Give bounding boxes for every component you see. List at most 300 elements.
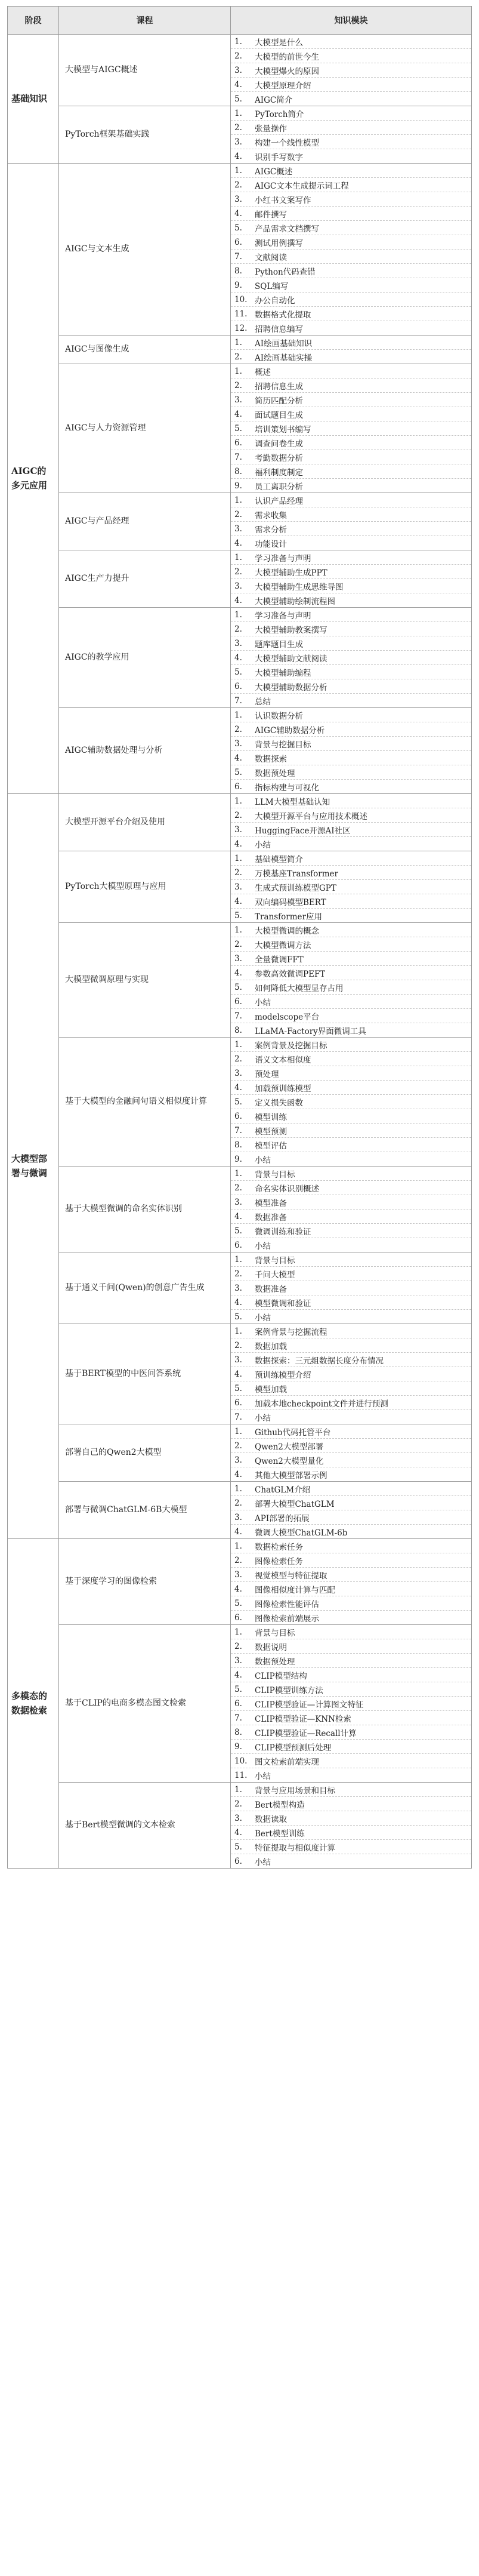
module-cell — [231, 1252, 472, 1324]
module-item — [231, 493, 471, 507]
course-name: 基于BERT模型的中医问答系统 — [59, 1324, 231, 1424]
module-number: 3. — [234, 581, 242, 591]
module-item — [231, 636, 471, 651]
module-number: 9. — [234, 1154, 242, 1164]
module-item — [231, 1682, 471, 1697]
module-text: 学习准备与声明 — [255, 611, 311, 621]
course-row — [8, 708, 472, 794]
course-name: 大模型微调原理与实现 — [59, 923, 231, 1038]
module-text: 模型评估 — [255, 1141, 287, 1151]
module-text: 总结 — [255, 697, 271, 707]
module-text: 大模型辅助数据分析 — [255, 682, 327, 693]
module-item — [231, 1482, 471, 1496]
module-number: 7. — [234, 695, 242, 706]
module-text: 模型加载 — [255, 1384, 287, 1395]
module-item — [231, 407, 471, 421]
module-item — [231, 1124, 471, 1138]
module-item — [231, 1410, 471, 1424]
module-text: 构建一个线性模型 — [255, 138, 319, 148]
module-number: 1. — [234, 710, 242, 720]
module-text: 加载预训练模型 — [255, 1084, 311, 1094]
module-number: 4. — [234, 1082, 242, 1092]
module-item — [231, 92, 471, 106]
module-text: 小结 — [255, 1413, 271, 1423]
module-item — [231, 894, 471, 909]
module-item — [231, 708, 471, 722]
module-number: 5. — [234, 1842, 242, 1852]
module-text: 大模型辅助生成PPT — [255, 568, 327, 578]
module-number: 5. — [234, 1383, 242, 1393]
module-number: 3. — [234, 524, 242, 534]
module-list — [231, 923, 471, 1037]
module-item — [231, 1023, 471, 1037]
course-name: PyTorch框架基础实践 — [59, 106, 231, 164]
module-cell — [231, 493, 472, 550]
module-text: 图像检索前端展示 — [255, 1614, 319, 1624]
module-number: 3. — [234, 1655, 242, 1666]
module-item — [231, 293, 471, 307]
module-cell — [231, 164, 472, 336]
module-item — [231, 235, 471, 250]
module-text: 数据准备 — [255, 1212, 287, 1223]
module-item — [231, 78, 471, 92]
module-item — [231, 923, 471, 937]
module-item — [231, 35, 471, 49]
module-text: 万模基座Transformer — [255, 869, 338, 879]
course-row — [8, 608, 472, 708]
module-cell — [231, 550, 472, 608]
course-row — [8, 1252, 472, 1324]
module-number: 4. — [234, 653, 242, 663]
module-number: 4. — [234, 1584, 242, 1594]
module-number: 5. — [234, 423, 242, 433]
module-number: 10. — [234, 294, 248, 304]
module-number: 8. — [234, 466, 242, 476]
module-text: 微调训练和验证 — [255, 1227, 311, 1237]
module-item — [231, 751, 471, 765]
module-text: 数据加载 — [255, 1341, 287, 1352]
module-list — [231, 608, 471, 707]
module-item — [231, 1582, 471, 1596]
module-item — [231, 1811, 471, 1826]
module-text: 数据预处理 — [255, 1657, 295, 1667]
module-number: 3. — [234, 638, 242, 648]
module-text: 需求收集 — [255, 510, 287, 521]
module-number: 6. — [234, 996, 242, 1007]
module-text: 大模型原理介绍 — [255, 81, 311, 91]
module-text: 命名实体识别概述 — [255, 1184, 319, 1194]
module-text: 福利制度制定 — [255, 467, 303, 478]
module-item — [231, 1453, 471, 1467]
module-text: 加载本地checkpoint文件并进行预测 — [255, 1399, 388, 1409]
module-item — [231, 737, 471, 751]
module-text: 产品需求文档撰写 — [255, 224, 319, 234]
module-text: AIGC文本生成提示词工程 — [255, 181, 349, 191]
course-name: AIGC的教学应用 — [59, 608, 231, 708]
module-item — [231, 1596, 471, 1611]
module-item — [231, 1668, 471, 1682]
course-name: AIGC生产力提升 — [59, 550, 231, 608]
course-name: 基于CLIP的电商多模态图文检索 — [59, 1625, 231, 1783]
module-number: 1. — [234, 552, 242, 562]
module-list — [231, 1625, 471, 1782]
module-list — [231, 1783, 471, 1868]
module-text: 大模型是什么 — [255, 38, 303, 48]
module-item — [231, 421, 471, 436]
module-number: 2. — [234, 1183, 242, 1193]
module-cell — [231, 336, 472, 364]
module-number: 4. — [234, 1369, 242, 1379]
course-name: 基于通义千问(Qwen)的创意广告生成 — [59, 1252, 231, 1324]
module-item — [231, 1539, 471, 1553]
module-text: Transformer应用 — [255, 912, 322, 922]
module-number: 2. — [234, 1054, 242, 1064]
course-row — [8, 164, 472, 336]
module-item — [231, 1783, 471, 1797]
module-item — [231, 1568, 471, 1582]
module-number: 1. — [234, 1039, 242, 1050]
module-list — [231, 35, 471, 106]
module-number: 11. — [234, 1770, 248, 1780]
course-row — [8, 336, 472, 364]
module-number: 2. — [234, 867, 242, 878]
module-number: 3. — [234, 1355, 242, 1365]
course-row — [8, 364, 472, 493]
module-text: Qwen2大模型部署 — [255, 1442, 324, 1452]
module-item — [231, 651, 471, 665]
module-number: 6. — [234, 681, 242, 691]
module-number: 1. — [234, 925, 242, 935]
module-number: 2. — [234, 810, 242, 820]
module-item — [231, 364, 471, 378]
module-list — [231, 493, 471, 550]
module-number: 3. — [234, 1068, 242, 1078]
module-number: 3. — [234, 137, 242, 147]
module-number: 3. — [234, 824, 242, 835]
module-number: 7. — [234, 452, 242, 462]
course-name: 基于大模型的金融问句语义相似度计算 — [59, 1038, 231, 1167]
module-item — [231, 1854, 471, 1868]
module-text: CLIP模型预测后处理 — [255, 1743, 332, 1753]
module-text: 大模型辅助绘制流程图 — [255, 596, 335, 607]
module-cell — [231, 851, 472, 923]
module-item — [231, 1740, 471, 1754]
course-row — [8, 1625, 472, 1783]
course-name: 部署与微调ChatGLM-6B大模型 — [59, 1482, 231, 1539]
module-number: 2. — [234, 1340, 242, 1350]
course-name: AIGC与产品经理 — [59, 493, 231, 550]
module-item — [231, 1224, 471, 1238]
module-item — [231, 1754, 471, 1768]
course-name: 基于Bert模型微调的文本检索 — [59, 1783, 231, 1869]
module-cell — [231, 794, 472, 851]
module-number: 6. — [234, 1240, 242, 1250]
module-text: 张量操作 — [255, 124, 287, 134]
module-number: 1. — [234, 337, 242, 347]
module-item — [231, 780, 471, 793]
stage-cell: 多模态的数据检索 — [8, 1539, 59, 1869]
module-item — [231, 966, 471, 980]
module-number: 1. — [234, 1326, 242, 1336]
module-text: 预处理 — [255, 1069, 279, 1079]
module-number: 4. — [234, 409, 242, 419]
module-text: 招聘信息编写 — [255, 324, 303, 334]
module-text: 背景与应用场景和目标 — [255, 1786, 335, 1796]
module-item — [231, 1324, 471, 1338]
module-text: LLaMA-Factory界面微调工具 — [255, 1026, 366, 1036]
module-item — [231, 63, 471, 78]
module-number: 6. — [234, 1111, 242, 1121]
module-text: 大模型辅助文献阅读 — [255, 654, 327, 664]
module-number: 2. — [234, 567, 242, 577]
module-item — [231, 550, 471, 565]
module-text: 招聘信息生成 — [255, 381, 303, 392]
module-item — [231, 1711, 471, 1725]
module-list — [231, 1324, 471, 1424]
module-item — [231, 622, 471, 636]
module-number: 2. — [234, 1641, 242, 1651]
module-number: 4. — [234, 1297, 242, 1307]
module-number: 2. — [234, 1555, 242, 1565]
module-item — [231, 980, 471, 995]
module-number: 6. — [234, 1698, 242, 1709]
module-item — [231, 106, 471, 121]
module-text: AI绘画基础实操 — [255, 353, 313, 363]
module-text: AIGC辅助数据分析 — [255, 725, 325, 735]
module-number: 2. — [234, 122, 242, 133]
module-item — [231, 995, 471, 1009]
module-text: 学习准备与声明 — [255, 553, 311, 564]
module-number: 5. — [234, 1598, 242, 1608]
module-text: AIGC简介 — [255, 95, 293, 105]
course-name: 大模型开源平台介绍及使用 — [59, 794, 231, 851]
module-number: 1. — [234, 36, 242, 47]
module-text: modelscope平台 — [255, 1012, 320, 1022]
module-item — [231, 794, 471, 808]
module-text: 文献阅读 — [255, 253, 287, 263]
module-cell — [231, 708, 472, 794]
module-text: 数据准备 — [255, 1284, 287, 1294]
course-name: PyTorch大模型原理与应用 — [59, 851, 231, 923]
module-item — [231, 1152, 471, 1166]
module-number: 7. — [234, 1125, 242, 1135]
module-item — [231, 336, 471, 350]
module-item — [231, 1081, 471, 1095]
module-number: 3. — [234, 882, 242, 892]
module-item — [231, 1095, 471, 1109]
module-text: 需求分析 — [255, 525, 287, 535]
module-number: 4. — [234, 79, 242, 90]
module-item — [231, 1725, 471, 1740]
module-item — [231, 808, 471, 823]
module-item — [231, 1467, 471, 1481]
module-item — [231, 507, 471, 522]
module-cell — [231, 1038, 472, 1167]
module-number: 6. — [234, 438, 242, 448]
module-item — [231, 1009, 471, 1023]
module-item — [231, 579, 471, 593]
course-row — [8, 923, 472, 1038]
module-text: 背景与目标 — [255, 1169, 295, 1180]
course-row — [8, 1167, 472, 1252]
module-number: 6. — [234, 1856, 242, 1866]
module-list — [231, 1424, 471, 1481]
module-list — [231, 708, 471, 793]
module-number: 9. — [234, 280, 242, 290]
module-text: 小结 — [255, 840, 271, 850]
module-item — [231, 321, 471, 335]
module-number: 6. — [234, 1398, 242, 1408]
module-item — [231, 307, 471, 321]
module-item — [231, 378, 471, 393]
module-number: 11. — [234, 309, 248, 319]
module-text: 面试题目生成 — [255, 410, 303, 420]
module-number: 2. — [234, 624, 242, 634]
module-text: 题库题目生成 — [255, 639, 303, 650]
module-item — [231, 350, 471, 364]
module-text: 简历匹配分析 — [255, 396, 303, 406]
module-number: 2. — [234, 724, 242, 734]
course-name: AIGC辅助数据处理与分析 — [59, 708, 231, 794]
module-item — [231, 937, 471, 952]
module-cell — [231, 1424, 472, 1482]
module-item — [231, 679, 471, 694]
module-item — [231, 565, 471, 579]
module-number: 3. — [234, 65, 242, 75]
module-item — [231, 1195, 471, 1209]
module-number: 2. — [234, 1498, 242, 1508]
module-item — [231, 1553, 471, 1568]
module-cell — [231, 1482, 472, 1539]
module-item — [231, 1639, 471, 1654]
module-number: 8. — [234, 266, 242, 276]
module-text: 案例背景与挖掘流程 — [255, 1327, 327, 1337]
module-text: 如何降低大模型显存占用 — [255, 983, 344, 993]
module-item — [231, 880, 471, 894]
module-cell — [231, 608, 472, 708]
module-text: 特征提取与相似度计算 — [255, 1843, 335, 1853]
module-item — [231, 608, 471, 622]
module-list — [231, 1482, 471, 1538]
module-text: 视觉模型与特征提取 — [255, 1571, 327, 1581]
module-item — [231, 1181, 471, 1195]
course-row — [8, 550, 472, 608]
module-number: 3. — [234, 395, 242, 405]
module-number: 5. — [234, 767, 242, 777]
module-number: 5. — [234, 1312, 242, 1322]
module-number: 1. — [234, 1168, 242, 1178]
module-item — [231, 837, 471, 851]
module-number: 3. — [234, 194, 242, 204]
module-text: Github代码托管平台 — [255, 1427, 331, 1438]
module-text: 认识产品经理 — [255, 496, 303, 506]
module-number: 3. — [234, 953, 242, 964]
module-item — [231, 1338, 471, 1353]
module-number: 8. — [234, 1727, 242, 1737]
course-row — [8, 1783, 472, 1869]
course-name: 基于深度学习的图像检索 — [59, 1539, 231, 1625]
module-item — [231, 479, 471, 493]
module-text: 数据探索：三元组数据长度分布情况 — [255, 1356, 384, 1366]
module-item — [231, 909, 471, 922]
module-number: 4. — [234, 753, 242, 763]
course-row — [8, 1539, 472, 1625]
curriculum-table — [7, 6, 472, 1869]
module-item — [231, 1625, 471, 1639]
module-number: 1. — [234, 495, 242, 505]
module-text: 大模型辅助教案撰写 — [255, 625, 327, 635]
module-text: 数据说明 — [255, 1642, 287, 1652]
module-text: 大模型开源平台与应用技术概述 — [255, 811, 367, 821]
module-list — [231, 364, 471, 493]
module-item — [231, 536, 471, 550]
module-list — [231, 106, 471, 163]
module-list — [231, 164, 471, 335]
module-item — [231, 1267, 471, 1281]
module-number: 6. — [234, 1612, 242, 1623]
curriculum-sheet — [7, 6, 471, 1869]
module-number: 5. — [234, 94, 242, 104]
module-text: 小结 — [255, 998, 271, 1008]
module-item — [231, 192, 471, 207]
module-text: HuggingFace开源AI社区 — [255, 826, 351, 836]
module-text: 参数高效微调PEFT — [255, 969, 326, 979]
module-item — [231, 1310, 471, 1324]
module-item — [231, 1439, 471, 1453]
module-text: 数据探索 — [255, 754, 287, 764]
module-text: 双向编码模型BERT — [255, 897, 326, 907]
module-text: AI绘画基础知识 — [255, 338, 313, 349]
module-item — [231, 1525, 471, 1538]
module-text: 小结 — [255, 1155, 271, 1165]
module-cell — [231, 1783, 472, 1869]
module-text: 大模型微调的概念 — [255, 926, 319, 936]
module-item — [231, 1052, 471, 1066]
module-number: 7. — [234, 1011, 242, 1021]
module-number: 4. — [234, 208, 242, 218]
module-item — [231, 1138, 471, 1152]
module-number: 5. — [234, 910, 242, 921]
module-item — [231, 665, 471, 679]
module-item — [231, 1396, 471, 1410]
module-text: 其他大模型部署示例 — [255, 1470, 327, 1481]
module-item — [231, 207, 471, 221]
module-cell — [231, 35, 472, 106]
course-row — [8, 493, 472, 550]
module-item — [231, 1654, 471, 1668]
module-number: 4. — [234, 538, 242, 548]
module-item — [231, 436, 471, 450]
module-text: 图像检索任务 — [255, 1556, 303, 1566]
module-text: 模型微调和验证 — [255, 1298, 311, 1309]
module-list — [231, 336, 471, 364]
module-text: CLIP模型结构 — [255, 1671, 307, 1681]
module-list — [231, 550, 471, 607]
module-number: 2. — [234, 509, 242, 519]
module-list — [231, 794, 471, 851]
module-text: 指标构建与可视化 — [255, 783, 319, 793]
module-cell — [231, 106, 472, 164]
module-text: 背景与挖掘目标 — [255, 740, 311, 750]
module-number: 8. — [234, 1025, 242, 1035]
module-number: 1. — [234, 1484, 242, 1494]
module-item — [231, 264, 471, 278]
module-text: 大模型微调方法 — [255, 940, 311, 950]
module-item — [231, 1768, 471, 1782]
module-text: ChatGLM介绍 — [255, 1485, 311, 1495]
module-item — [231, 952, 471, 966]
course-name: 基于大模型微调的命名实体识别 — [59, 1167, 231, 1252]
